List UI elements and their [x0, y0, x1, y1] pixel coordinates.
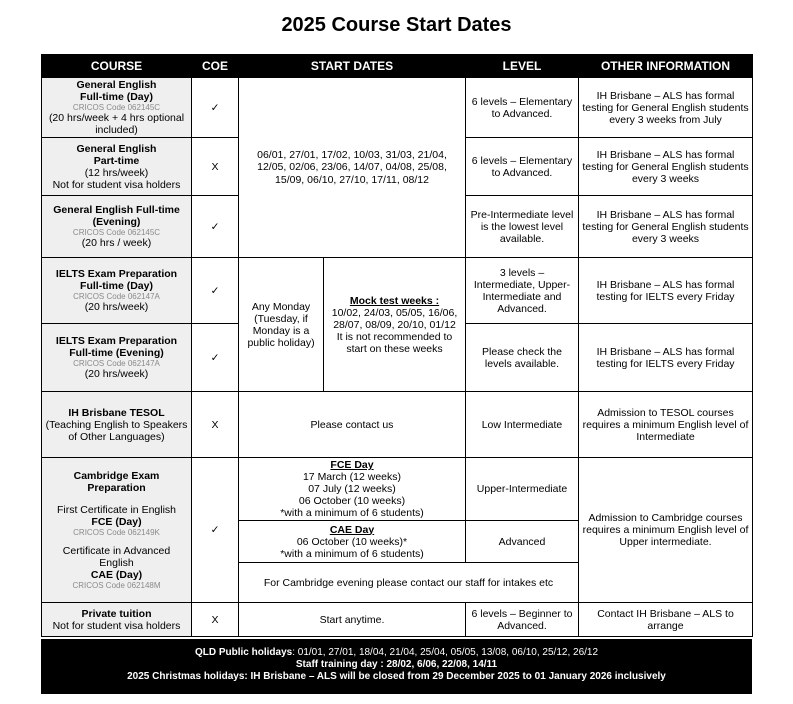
course-cell: IELTS Exam Preparation Full-time (Day) CRICOS Code 062147A (20 hrs/week) — [42, 258, 192, 324]
fce-start-dates: FCE Day 17 March (12 weeks) 07 July (12 weeks) 06 October (10 weeks) *with a minimum of 6 students) — [239, 458, 466, 521]
header-coe: COE — [192, 55, 239, 78]
level-cell: 6 levels – Elementary to Advanced. — [466, 138, 579, 196]
course-cell: IELTS Exam Preparation Full-time (Evening) CRICOS Code 062147A (20 hrs/week) — [42, 324, 192, 392]
header-other-information: OTHER INFORMATION — [579, 55, 753, 78]
table-row — [42, 603, 753, 637]
header-course: COURSE — [42, 55, 192, 78]
course-cell: Private tuition Not for student visa holders — [42, 603, 192, 637]
private-start-dates: Start anytime. — [239, 603, 466, 637]
coe-cell: X — [192, 603, 239, 637]
course-cell: Cambridge Exam Preparation First Certificate in English FCE (Day) CRICOS Code 062149K Certificate in Advanced English CAE (Day) CRICOS Code 062148M — [42, 458, 192, 603]
ielts-start-dates: Any Monday (Tuesday, if Monday is a public holiday) — [239, 258, 324, 392]
info-cell: IH Brisbane – ALS has formal testing for General English students every 3 weeks — [579, 138, 753, 196]
level-cell: Upper-Intermediate — [466, 458, 579, 521]
info-cell: IH Brisbane – ALS has formal testing for IELTS every Friday — [579, 324, 753, 392]
level-cell: 6 levels – Beginner to Advanced. — [466, 603, 579, 637]
course-cell: General English Full-time (Day) CRICOS Code 062145C (20 hrs/week + 4 hrs optional included) — [42, 78, 192, 138]
info-cell: IH Brisbane – ALS has formal testing for General English students every 3 weeks — [579, 196, 753, 258]
table-header-row — [42, 55, 753, 78]
level-cell: 6 levels – Elementary to Advanced. — [466, 78, 579, 138]
table-row — [42, 258, 753, 324]
coe-cell: X — [192, 138, 239, 196]
level-cell: Low Intermediate — [466, 392, 579, 458]
info-cell: IH Brisbane – ALS has formal testing for General English students every 3 weeks from July — [579, 78, 753, 138]
level-cell: Pre-Intermediate level is the lowest level available. — [466, 196, 579, 258]
table-row — [42, 392, 753, 458]
info-cell: Admission to Cambridge courses requires a minimum English level of Upper intermediate. — [579, 458, 753, 603]
footer-banner — [41, 639, 752, 694]
coe-cell: ✓ — [192, 324, 239, 392]
info-cell: Admission to TESOL courses requires a minimum English level of Intermediate — [579, 392, 753, 458]
public-holidays-line: QLD Public holidays: 01/01, 27/01, 18/04, 21/04, 25/04, 05/05, 13/08, 06/10, 25/12, 26/12 — [194, 647, 599, 658]
header-start-dates: START DATES — [239, 55, 466, 78]
course-schedule-table — [41, 54, 753, 637]
info-cell: Contact IH Brisbane – ALS to arrange — [579, 603, 753, 637]
page-title: 2025 Course Start Dates — [281, 14, 512, 36]
level-cell: 3 levels – Intermediate, Upper-Intermediate and Advanced. — [466, 258, 579, 324]
course-cell: General English Full-time (Evening) CRICOS Code 062145C (20 hrs / week) — [42, 196, 192, 258]
tesol-start-dates: Please contact us — [239, 392, 466, 458]
cae-start-dates: CAE Day 06 October (10 weeks)* *with a minimum of 6 students) — [239, 521, 466, 563]
ge-start-dates: 06/01, 27/01, 17/02, 10/03, 31/03, 21/04, 12/05, 02/06, 23/06, 14/07, 04/08, 25/08, 15/09, 06/10, 27/10, 17/11, 08/12 — [239, 78, 466, 258]
coe-cell: ✓ — [192, 458, 239, 603]
table-row — [42, 78, 753, 138]
info-cell: IH Brisbane – ALS has formal testing for IELTS every Friday — [579, 258, 753, 324]
mock-test-weeks: Mock test weeks : 10/02, 24/03, 05/05, 16/06, 28/07, 08/09, 20/10, 01/12 It is not recommended to start on these weeks — [324, 258, 466, 392]
christmas-holidays-line: 2025 Christmas holidays: IH Brisbane – ALS will be closed from 29 December 2025 to 01 January 2026 inclusively — [127, 671, 666, 682]
table-row — [42, 458, 753, 521]
cambridge-evening-note: For Cambridge evening please contact our staff for intakes etc — [239, 563, 579, 603]
coe-cell: ✓ — [192, 78, 239, 138]
coe-cell: X — [192, 392, 239, 458]
course-cell: IH Brisbane TESOL (Teaching English to Speakers of Other Languages) — [42, 392, 192, 458]
coe-cell: ✓ — [192, 196, 239, 258]
staff-training-line: Staff training day : 28/02, 6/06, 22/08, 14/11 — [295, 659, 498, 670]
level-cell: Please check the levels available. — [466, 324, 579, 392]
header-level: LEVEL — [466, 55, 579, 78]
course-cell: General English Part-time (12 hrs/week) Not for student visa holders — [42, 138, 192, 196]
level-cell: Advanced — [466, 521, 579, 563]
coe-cell: ✓ — [192, 258, 239, 324]
